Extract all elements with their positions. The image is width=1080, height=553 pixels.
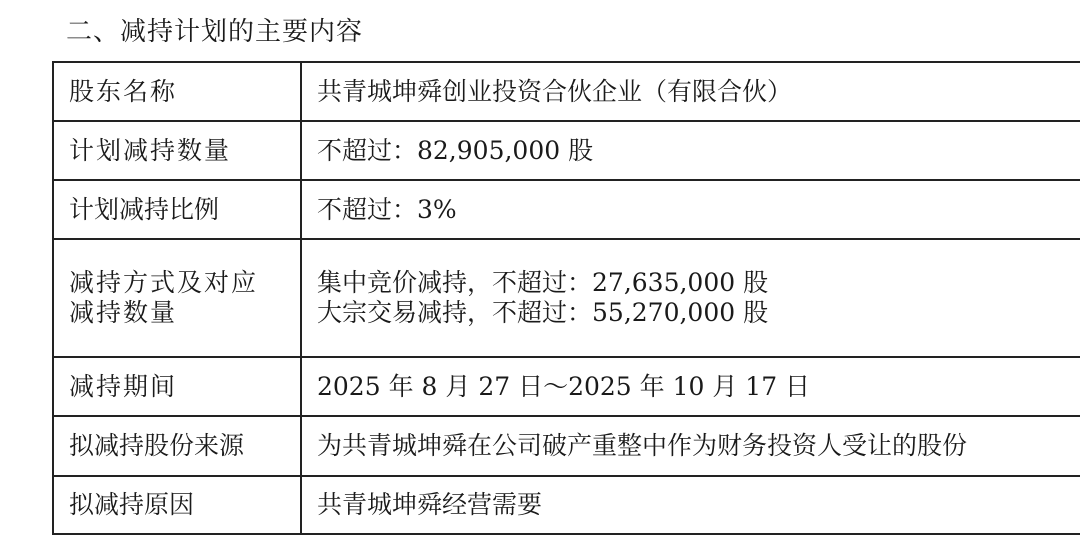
row-value-shareholder-name: 共青城坤舜创业投资合伙企业（有限合伙） bbox=[301, 62, 1080, 121]
row-label-shareholder-name: 股东名称 bbox=[53, 62, 301, 121]
table-row bbox=[53, 357, 1080, 416]
row-label-period: 减持期间 bbox=[53, 357, 301, 416]
row-label-planned-quantity: 计划减持数量 bbox=[53, 121, 301, 180]
row-value-line: 集中竞价减持，不超过：27,635,000 股 bbox=[317, 268, 769, 297]
table-row bbox=[53, 416, 1080, 476]
row-label-method-and-quantity bbox=[53, 239, 301, 357]
row-value-reason: 共青城坤舜经营需要 bbox=[301, 476, 1080, 534]
row-value-line: 大宗交易减持，不超过：55,270,000 股 bbox=[317, 298, 769, 327]
table-row bbox=[53, 476, 1080, 534]
row-label-reason: 拟减持原因 bbox=[53, 476, 301, 534]
row-label-line: 减持数量 bbox=[69, 298, 178, 327]
table-row bbox=[53, 239, 1080, 357]
section-title: 二、减持计划的主要内容 bbox=[66, 17, 364, 47]
row-label-planned-ratio: 计划减持比例 bbox=[53, 180, 301, 239]
table-row bbox=[53, 121, 1080, 180]
table-row bbox=[53, 180, 1080, 239]
row-value-period: 2025 年 8 月 27 日～2025 年 10 月 17 日 bbox=[301, 357, 1080, 416]
table-row bbox=[53, 62, 1080, 121]
row-value-share-source: 为共青城坤舜在公司破产重整中作为财务投资人受让的股份 bbox=[301, 416, 1080, 476]
reduction-plan-table bbox=[52, 61, 1080, 535]
row-value-planned-ratio: 不超过：3% bbox=[301, 180, 1080, 239]
row-label-share-source: 拟减持股份来源 bbox=[53, 416, 301, 476]
row-value-method-and-quantity bbox=[301, 239, 1080, 357]
row-value-planned-quantity: 不超过：82,905,000 股 bbox=[301, 121, 1080, 180]
row-label-line: 减持方式及对应 bbox=[69, 268, 259, 297]
